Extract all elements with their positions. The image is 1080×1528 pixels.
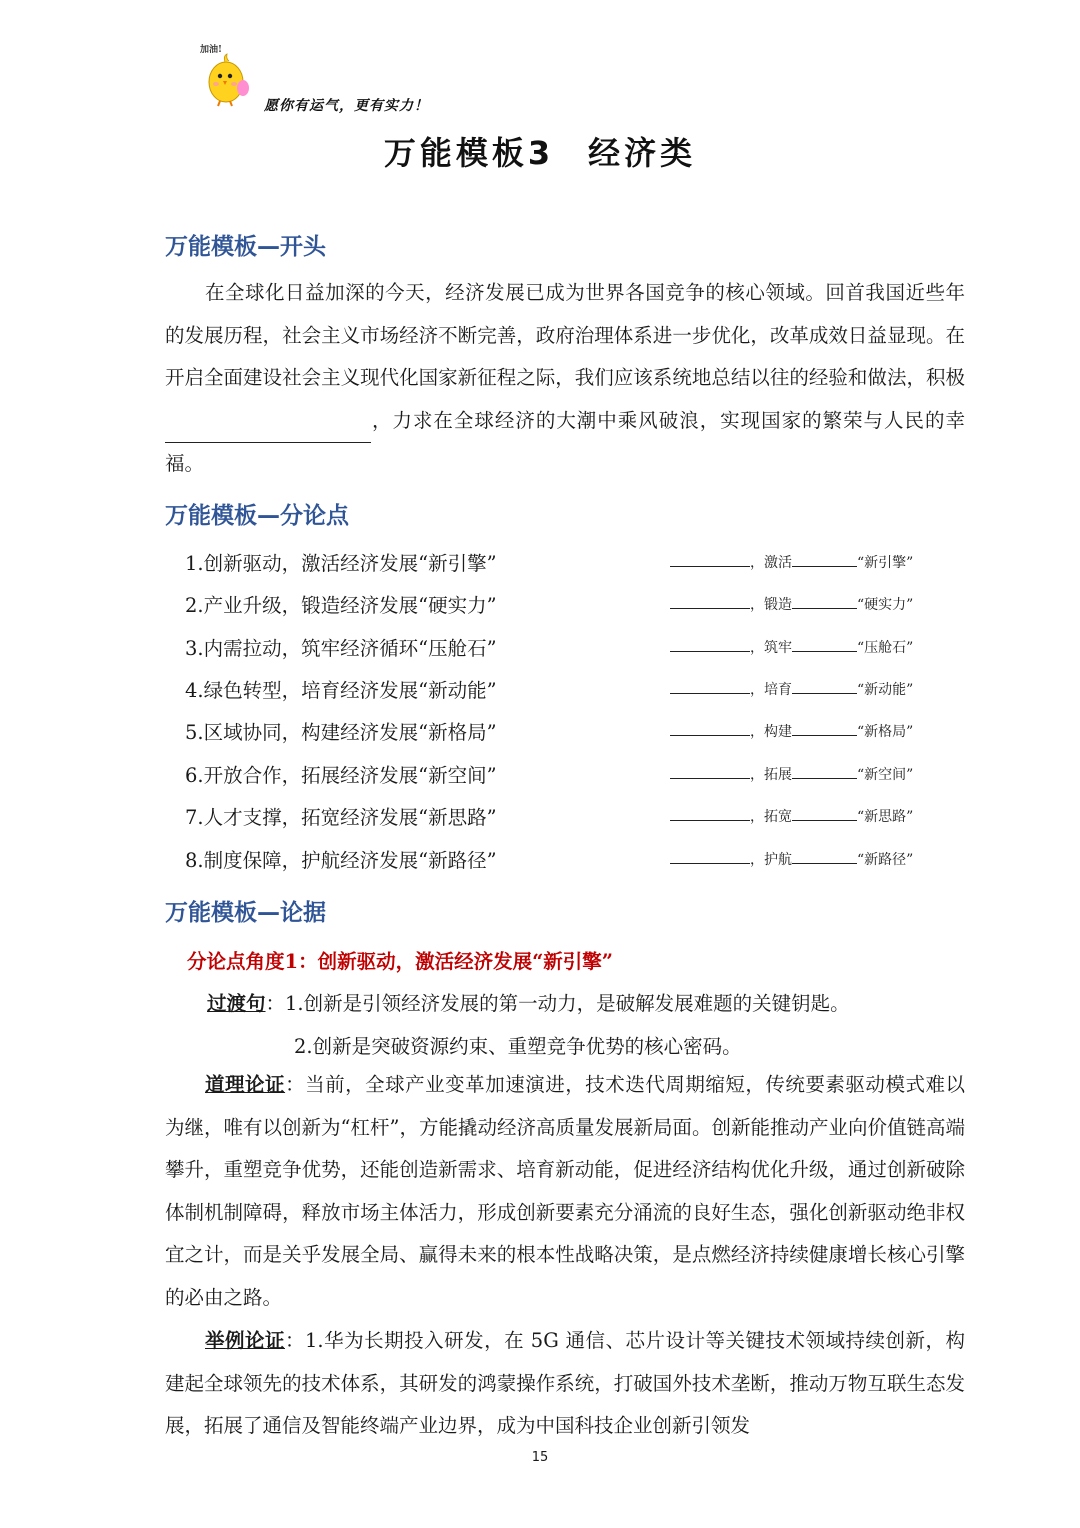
list-item <box>185 633 955 669</box>
list-item <box>185 590 955 626</box>
section-heading-evidence: 万能模板—论据 <box>165 900 326 926</box>
point-fill-template: ，构建 “新格局” <box>670 721 913 741</box>
point-text: 4.绿色转型，培育经济发展“新动能” <box>185 679 497 702</box>
point-fill-template: ，锻造 “硬实力” <box>670 594 913 614</box>
transition-label: 过渡句 <box>207 992 266 1015</box>
list-item <box>185 717 955 753</box>
point-fill-template: ，培育 “新动能” <box>670 679 913 699</box>
example-paragraph: 举例论证：1.华为长期投入研发，在 5G 通信、芯片设计等关键技术领域持续创新，构建起全球领先的技术体系，其研发的鸿蒙操作系统，打破国外技术垄断，推动万物互联生态发展，拓展了通信及智能终端产业边界，成为中国科技企业创新引领发 <box>165 1329 965 1437</box>
point-text: 5.区域协同，构建经济发展“新格局” <box>185 721 497 744</box>
motto: 愿你有运气，更有实力！ <box>264 98 429 114</box>
list-item <box>185 675 955 711</box>
section-heading-opening: 万能模板—开头 <box>165 234 326 260</box>
list-item <box>185 845 955 881</box>
point-fill-template: ，筑牢 “压舱石” <box>670 637 913 657</box>
example-label: 举例论证 <box>205 1329 285 1352</box>
list-item <box>185 760 955 796</box>
transition-line-2: 2.创新是突破资源约束、重塑竞争优势的核心密码。 <box>294 1035 742 1058</box>
list-item <box>185 548 955 584</box>
point-fill-template: ，拓宽 “新思路” <box>670 806 913 826</box>
point-text: 1.创新驱动，激活经济发展“新引擎” <box>185 552 497 575</box>
point-text: 3.内需拉动，筑牢经济循环“压舱石” <box>185 637 497 660</box>
page-number: 15 <box>531 1450 549 1465</box>
point-text: 8.制度保障，护航经济发展“新路径” <box>185 849 497 872</box>
point-fill-template: ，拓展 “新空间” <box>670 764 913 784</box>
point-fill-template: ，护航 “新路径” <box>670 849 913 869</box>
mascot-speech-text: 加油! <box>200 45 222 55</box>
list-item <box>185 802 955 838</box>
point-fill-template: ，激活 “新引擎” <box>670 552 913 572</box>
document-title: 万能模板3 经济类 <box>383 134 697 172</box>
fill-blank <box>165 400 371 444</box>
transition-line-1: 过渡句：1.创新是引领经济发展的第一动力，是破解发展难题的关键钥匙。 <box>207 992 850 1015</box>
point-text: 7.人才支撑，拓宽经济发展“新思路” <box>185 806 497 829</box>
chick-mascot-icon <box>196 44 260 108</box>
point-text: 6.开放合作，拓展经济发展“新空间” <box>185 764 497 787</box>
angle-heading: 分论点角度1：创新驱动，激活经济发展“新引擎” <box>187 950 614 973</box>
section-heading-points: 万能模板—分论点 <box>165 503 349 529</box>
point-text: 2.产业升级，锻造经济发展“硬实力” <box>185 594 497 617</box>
reasoning-paragraph: 道理论证：当前，全球产业变革加速演进，技术迭代周期缩短，传统要素驱动模式难以为继，唯有以创新为“杠杆”，方能撬动经济高质量发展新局面。创新能推动产业向价值链高端攀升，重塑竞争优势，还能创造新需求、培育新动能，促进经济结构优化升级，通过创新破除体制机制障碍，释放市场主体活力，形成创新要素充分涌流的良好生态，强化创新驱动绝非权宜之计，而是关乎发展全局、赢得未来的根本性战略决策，是点燃经济持续健康增长核心引擎的必由之路。 <box>165 1073 965 1309</box>
reasoning-label: 道理论证 <box>205 1073 286 1096</box>
opening-paragraph: 在全球化日益加深的今天，经济发展已成为世界各国竞争的核心领域。回首我国近些年的发展历程，社会主义市场经济不断完善，政府治理体系进一步优化，改革成效日益显现。在开启全面建设社会主义现代化国家新征程之际，我们应该系统地总结以往的经验和做法，积极 ，力求在全球经济的大潮中乘风破浪，实现国家的繁荣与人民的幸福。 <box>165 281 965 475</box>
